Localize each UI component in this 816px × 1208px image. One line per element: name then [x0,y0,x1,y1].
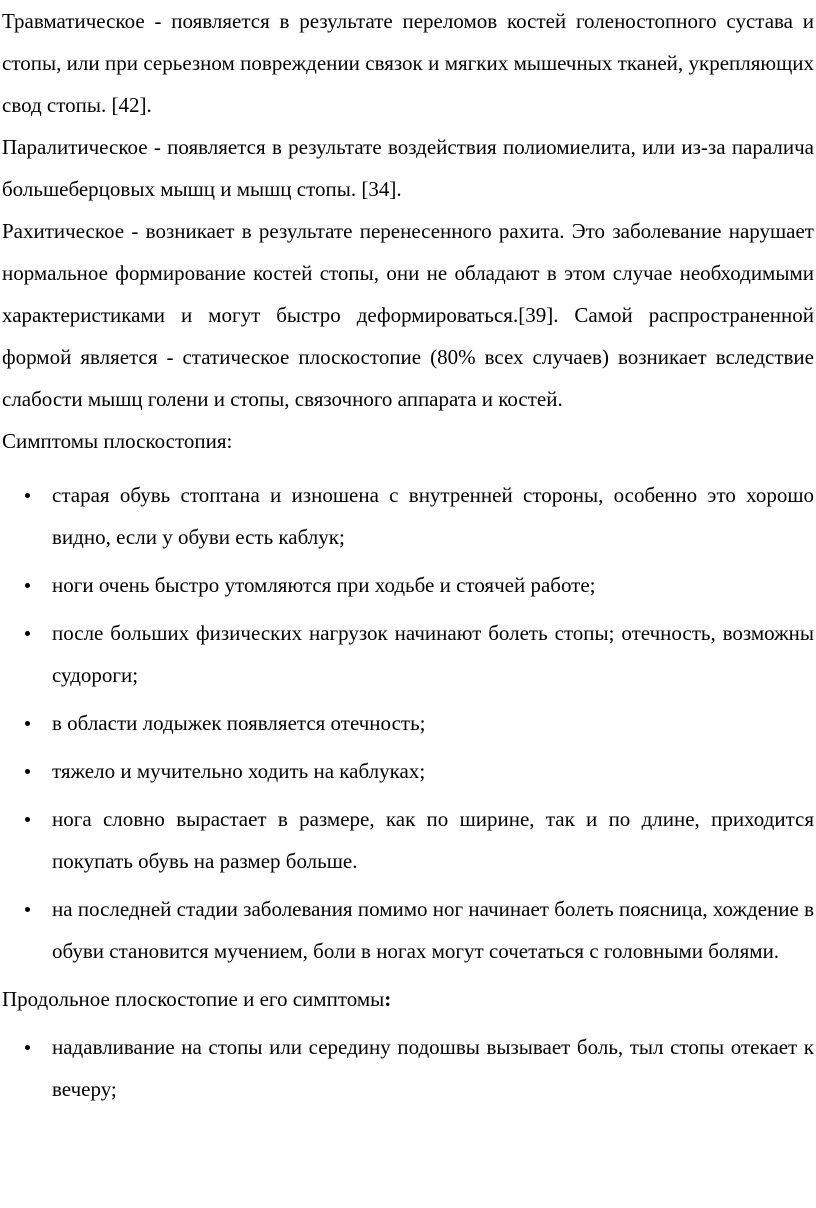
bullet-icon [25,1045,30,1050]
list-item [2,564,814,606]
paragraph-paralytic: Паралитическое - появляется в результате воздействия полиомиелита, или из-за паралича большеберцовых мышц и мышц стопы. [34]. [2,135,814,201]
longitudinal-heading [2,978,814,1020]
bullet-icon [25,769,30,774]
list-item [2,1026,814,1110]
paragraph-rachitic: Рахитическое - возникает в результате перенесенного рахита. Это заболевание нарушает нормальное формирование костей стопы, они не обладают в этом случае необходимыми характеристиками и могут быстро деформироваться.[39]. Самой распространенной формой является - статическое плоскостопие (80% всех случаев) возникает вследствие слабости мышц голени и стопы, связочного аппарата и костей. [2,219,814,411]
list-item-text: в области лодыжек появляется отечность; [52,711,426,735]
bullet-icon [25,907,30,912]
list-item [2,474,814,558]
list-item [2,798,814,882]
list-item [2,612,814,696]
list-item-text: старая обувь стоптана и изношена с внутренней стороны, особенно это хорошо видно, если у обуви есть каблук; [52,483,814,549]
list-item [2,702,814,744]
list-item-text: нога словно вырастает в размере, как по ширине, так и по длине, приходится покупать обувь на размер больше. [52,807,814,873]
bullet-icon [25,817,30,822]
bullet-icon [25,583,30,588]
list-item-text: на последней стадии заболевания помимо ног начинает болеть поясница, хождение в обуви становится мучением, боли в ногах могут сочетаться с головными болями. [52,897,814,963]
bullet-icon [25,721,30,726]
bullet-icon [25,631,30,636]
list-item [2,750,814,792]
symptoms-heading: Симптомы плоскостопия: [2,429,233,453]
symptoms-list [2,474,814,972]
list-item-text: ноги очень быстро утомляются при ходьбе и стоячей работе; [52,573,596,597]
list-item-text: тяжело и мучительно ходить на каблуках; [52,759,426,783]
list-item-text: после больших физических нагрузок начинают болеть стопы; отечность, возможны судороги; [52,621,814,687]
paragraph-traumatic: Травматическое - появляется в результате переломов костей голеностопного сустава и стопы, или при серьезном повреждении связок и мягких мышечных тканей, укрепляющих свод стопы. [42]. [2,9,814,117]
list-item-text: надавливание на стопы или середину подошвы вызывает боль, тыл стопы отекает к вечеру; [52,1035,814,1101]
longitudinal-heading-text: Продольное плоскостопие и его симптомы [2,987,385,1011]
list-item [2,888,814,972]
longitudinal-heading-colon: : [384,987,392,1011]
bullet-icon [25,493,30,498]
longitudinal-symptoms-list [2,1026,814,1110]
